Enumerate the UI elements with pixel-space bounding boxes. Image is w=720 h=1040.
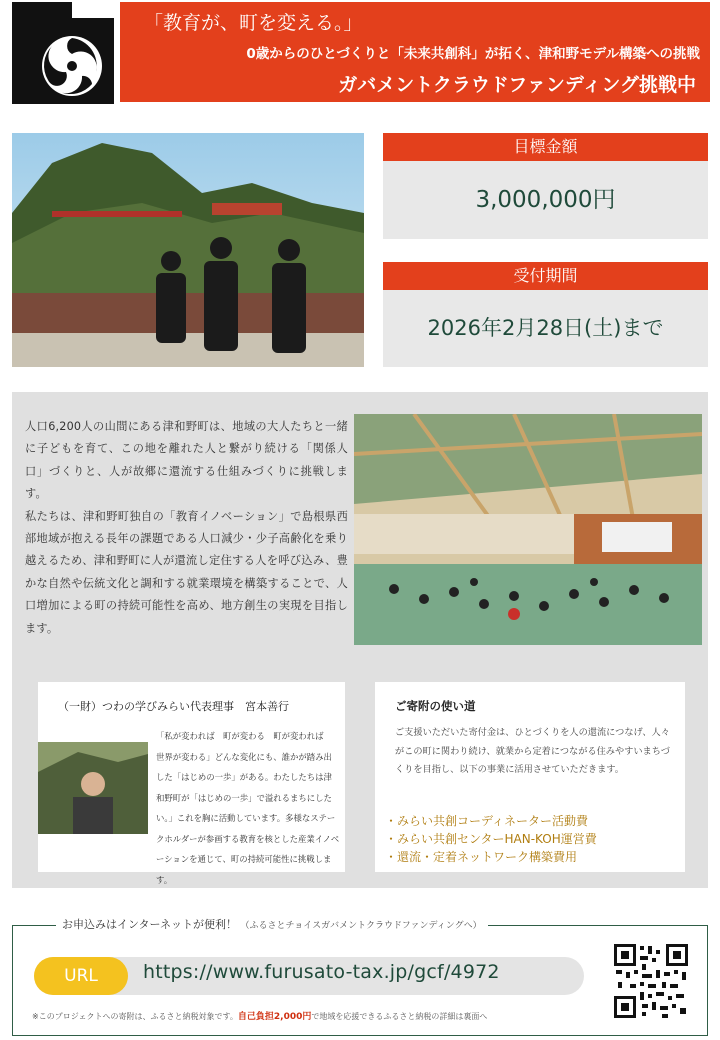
application-lead-text: お申込みはインターネットが便利！ bbox=[62, 918, 238, 931]
application-lead-note: （ふるさとチョイスガバメントクラウドファンディングへ） bbox=[240, 921, 482, 931]
goal-amount-value: 3,000,000円 bbox=[383, 161, 708, 239]
campaign-title: 「教育が、町を変える。」 bbox=[144, 12, 363, 34]
gymnasium-meeting-photo bbox=[354, 414, 702, 645]
crowdfunding-cta: ガバメントクラウドファンディング挑戦中 bbox=[338, 74, 696, 96]
donation-use-list bbox=[385, 812, 597, 866]
intro-text bbox=[25, 416, 348, 640]
period-label: 受付期間 bbox=[383, 262, 708, 290]
intro-paragraph-1: 人口6,200人の山間にある津和野町は、地域の大人たちと一緒に子どもを育て、この地を離れた人と繋がり続ける「関係人口」づくりと、人が故郷に還流する仕組みづくりに挑戦します。 bbox=[25, 420, 348, 501]
footnote-text-after: で地域を応援できるふるさと納税の詳細は裏面へ bbox=[311, 1012, 488, 1021]
footnote-text-before: ※このプロジェクトへの寄附は、ふるさと納税対象です。 bbox=[32, 1012, 238, 1021]
intro-paragraph-2: 私たちは、津和野町独自の「教育イノベーション」で島根県西部地域が抱える長年の課題である人口減少・少子高齢化を乗り越えるため、津和野町に人が還流し定住する人を呼び込み、豊かな自然や伝統文化と調和する就業環境を構築することで、人口増加による町の持続可能性を高め、地方創生の実現を目指します。 bbox=[25, 509, 348, 635]
goal-amount-label: 目標金額 bbox=[383, 133, 708, 161]
campaign-subtitle: 0歳からのひとづくりと「未来共創科」が拓く、津和野モデル構築への挑戦 bbox=[246, 46, 700, 62]
application-url-link[interactable]: https://www.furusato-tax.jp/gcf/4972 bbox=[143, 961, 500, 983]
representative-heading: （一財）つわの学びみらい代表理事 宮本善行 bbox=[58, 700, 289, 713]
representative-message-text: 「私が変われば 町が変わる 町が変われば 世界が変わる」どんな変化にも、誰かが踏み出した「はじめの一歩」がある。わたしたちは津和野町が「はじめの一歩」で溢れるまちにしたい。」これを胸に活動しています。多様なステークホルダーが参画する教育を核とした産業イノベーションを通じて、町の持続可能性に挑戦します。 bbox=[156, 731, 340, 885]
list-item: ・還流・定着ネットワーク構築費用 bbox=[385, 850, 578, 864]
url-label-pill: URL bbox=[34, 957, 128, 995]
donation-use-card bbox=[375, 682, 685, 872]
qr-code[interactable] bbox=[612, 942, 690, 1020]
donation-use-description: ご支援いただいた寄付金は、ひとづくりを人の還流につなげ、人々がこの町に関わり続け、就業から定着につながる住みやすいまちづくりを目指し、以下の事業に活用させていただきます。 bbox=[395, 727, 670, 776]
period-value: 2026年2月28日(土)まで bbox=[383, 290, 708, 367]
tax-footnote bbox=[32, 1009, 487, 1022]
list-item: ・みらい共創コーディネーター活動費 bbox=[385, 814, 589, 828]
representative-message-card bbox=[38, 682, 345, 885]
header-banner bbox=[120, 2, 710, 102]
footnote-highlight: 自己負担2,000円 bbox=[237, 1012, 312, 1022]
donation-use-title: ご寄附の使い道 bbox=[395, 699, 476, 713]
representative-portrait-photo bbox=[38, 742, 148, 834]
town-emblem-logo bbox=[12, 2, 114, 104]
three-students-walking-photo bbox=[12, 133, 364, 367]
application-lead bbox=[56, 916, 488, 932]
list-item: ・みらい共創センターHAN-KOH運営費 bbox=[385, 832, 597, 846]
